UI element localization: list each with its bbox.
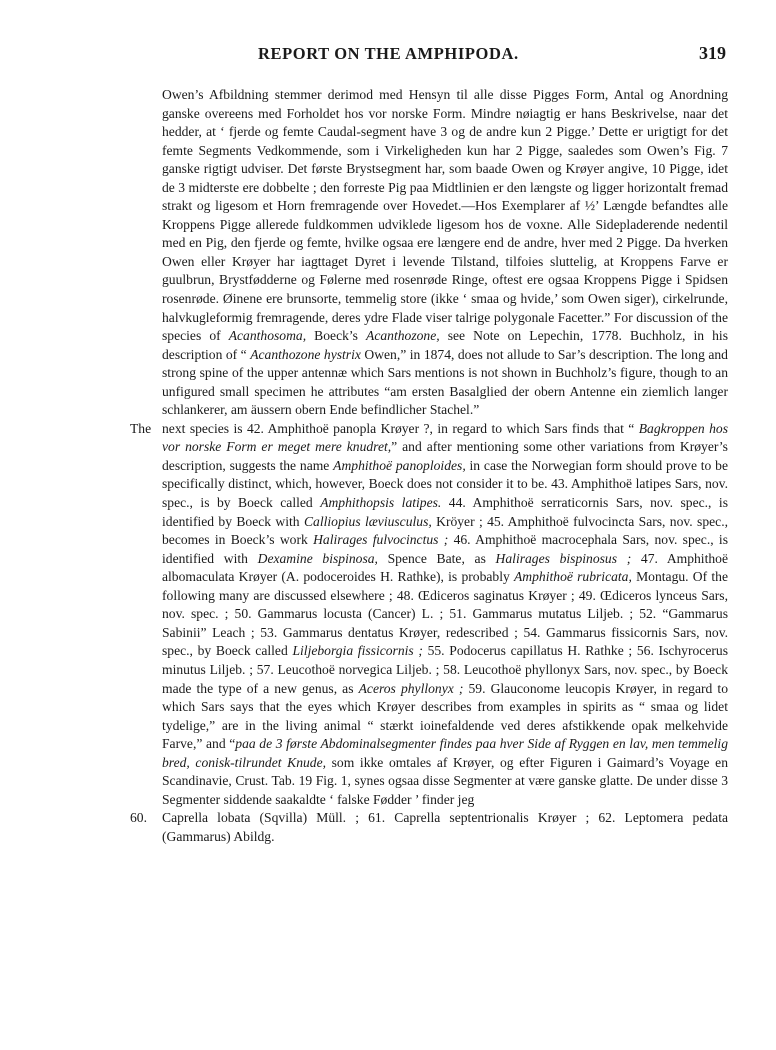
italic-run: Bagkroppen hos vor norske Form er meget mere knudret, (162, 420, 728, 455)
italic-run: paa de 3 første Abdominalsegmenter findes paa hver Side af Ryggen en lav, men temmelig bred, conisk-tilrundet Knude, (162, 736, 728, 770)
text-run: Owen’s Afbildning stemmer derimod med Hensyn til alle disse Pigges Form, Antal og Anordning ganske overeens med Forholdet hos vor norske Form. Mindre nøiagtig er hans Beskrivelse, naar det hedder, at ‘ fjerde og femte Caudal-segment have 3 og de andre kun 2 Pigge.’ Dette er urigtigt for det femte Segments Vedkommende, som i Virkeligheden kun har 2 Pigge, saaledes som Owen’s Fig. 7 ganske rigtigt udviser. Det første Brystsegment har, som baade Owen og Krøyer angive, 10 Pigge, idet de 3 midterste ere dobbelte ; den forreste Pig paa Midtlinien er den længste og ligger horizontalt fremad strakt og ligesom et Horn fremragende over Hovedet.—Hos Exemplarer af ½’ Længde befandtes alle Kroppens Pigge allerede fuldkommen udviklede ligesom hos de voxne. Alle Sidepladerende nedentil med en Pig, den fjerde og femte, hvilke ogsaa ere længere end de andre, hver med 2 Pigge. Da hverken Owen eller Krøyer har iagttaget Dyret i levende Tilstand, tilfoies sluttelig, at Kroppens Farve er guulbrun, Brystfødderne og Følerne med rosenrøde Ringe, oftest ere ogsaa Kroppens Pigge i Spidsen rosenrøde. Øinene ere brunsorte, temmelig store (ikke ‘ smaa og hvide,’ som Owen siger), cirkelrunde, halvkugleformig fremragende, deres ydre Flade viser talrige polygonale Facetter.” For discussion of the species of (162, 87, 728, 344)
italic-run: Aceros phyllonyx ; (358, 680, 464, 696)
text-run: 44. Amphithoë serraticornis Sars, nov. spec., is identified by Boeck with (162, 495, 728, 529)
italic-run: Halirages fulvocinctus ; (313, 532, 449, 548)
text-run: som ikke omtales af Krøyer, og efter Figuren i Gaimard’s Voyage en Scandinavie, Crust. Tab. 19 Fig. 1, synes ogsaa disse Segmenter at være ganske glatte. De under disse 3 Segmenter siddende saakaldte ‘ falske Fødder ’ finder jeg (162, 754, 728, 807)
paragraph-continuation (130, 86, 728, 420)
text-run: ” and after mentioning some other variations from Krøyer’s description, suggests the name (162, 439, 728, 473)
text-run: Spence Bate, as (377, 550, 496, 566)
text-run: Boeck’s (306, 328, 367, 344)
italic-run: Halirages bispinosus ; (495, 550, 632, 566)
text-run: Montagu. Of the following many are discussed elsewhere ; 48. Œdiceros saginatus Krøyer ; 49. Œdiceros lynceus Sars, nov. spec. ; 50. Gammarus locusta (Cancer) L. ; 51. Gammarus mutatus Liljeb. ; 52. “Gammarus Sabinii” Leach ; 53. Gammarus dentatus Krøyer, redescribed ; 54. Gammarus fissicornis Sars, nov. spec., by Boeck called (162, 569, 728, 659)
italic-run: Amphithoë panoploides, (333, 457, 466, 473)
text-run: Caprella lobata (Sqvilla) Müll. ; 61. Caprella septentrionalis Krøyer ; 62. Leptomera pedata (Gammarus) Abildg. (162, 810, 728, 844)
italic-run: Acanthozone hystrix (250, 346, 361, 362)
paragraph-lead-word: The (130, 420, 152, 436)
text-run: 47. Amphithoë albomaculata Krøyer (A. podoceroides H. Rathke), is probably (162, 550, 728, 585)
running-head (130, 44, 726, 70)
paragraph-species-list (130, 420, 728, 809)
italic-run: Amphithopsis latipes. (320, 495, 442, 511)
page-number: 319 (699, 43, 726, 63)
text-run: Kröyer ; 45. Amphithoë fulvocincta Sars, nov. spec., becomes in Boeck’s work (162, 513, 728, 548)
italic-run: Dexamine bispinosa, (257, 550, 378, 566)
italic-run: Acanthosoma, (228, 328, 307, 344)
body-text (130, 86, 728, 846)
paragraph-entry-60 (130, 809, 728, 846)
italic-run: Acanthozone, (366, 328, 440, 344)
entry-number: 60. (130, 810, 147, 826)
text-run: Owen,” in 1874, does not allude to Sar’s description. The long and strong spine of the upper antennæ which Sars mentions is not shown in Buchholz’s figure, though to an unfigured small specimen he attributes “am ersten Basalglied der obern Antenne ein ziemlich langer schlankerer, am äussern obern Ende befindlicher Stachel.” (162, 346, 728, 418)
text-run: in case the Norwegian form should prove to be specifically distinct, which, however, Boeck does not consider it to be. 43. Amphithoë latipes Sars, nov. spec., is by Boeck called (162, 457, 728, 511)
text-run: 59. Glauconome leucopis Krøyer, in regard to which Sars says that the eyes which Krøyer describes from examples in spirits as “ smaa og lidet tydelige,” are in the living animal “ stærkt ioinefaldende ved deres afstikkende opak melkehvide Farve,” and “ (162, 680, 728, 752)
italic-run: Amphithoë rubricata, (514, 569, 632, 585)
text-run: see Note on Lepechin, 1778. Buchholz, in his description of “ (162, 328, 728, 362)
text-run: next species is 42. Amphithoë panopla Krøyer ?, in regard to which Sars finds that “ (162, 420, 639, 436)
running-title: REPORT ON THE AMPHIPODA. (258, 44, 519, 63)
italic-run: Liljeborgia fissicornis ; (292, 643, 423, 659)
text-run: 55. Podocerus capillatus H. Rathke ; 56. Ischyrocerus minutus Liljeb. ; 57. Leucothoë norvegica Liljeb. ; 58. Leucothoë phyllonyx Sars, nov. spec., by Boeck made the type of a new genus, as (162, 643, 728, 696)
text-run: 46. Amphithoë macrocephala Sars, nov. spec., is identified with (162, 532, 728, 566)
italic-run: Calliopius læviusculus, (303, 513, 432, 529)
